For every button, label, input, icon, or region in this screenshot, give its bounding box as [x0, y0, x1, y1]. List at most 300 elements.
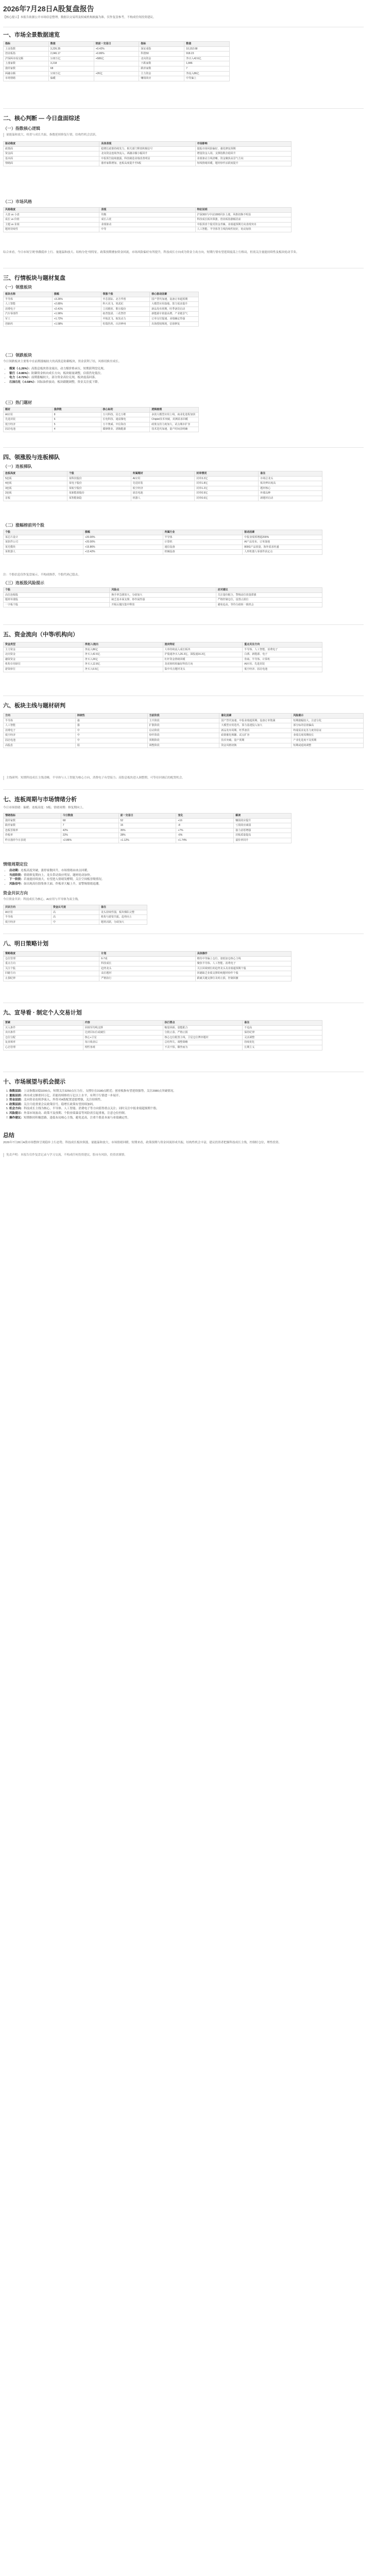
- trading-plan-table: [3, 1020, 322, 1050]
- table-cell: 题材核心: [259, 486, 322, 491]
- table-cell: 科大讯飞、寒武纪: [101, 302, 150, 307]
- list-item-label: 启动期：: [9, 869, 21, 872]
- table-cell: 主题 vs 业绩: [4, 222, 99, 227]
- table-cell: 中航沈飞、航发动力: [101, 316, 150, 321]
- table-row: [4, 540, 322, 545]
- table-cell: 中等: [99, 227, 195, 232]
- table-cell: [94, 66, 139, 71]
- section-heading-9: 九、宣导看 · 制定个人交易计划: [3, 1010, 82, 1016]
- column-header: 表现: [99, 208, 195, 213]
- table-cell: 部分标的估值偏高: [292, 723, 364, 728]
- list-item: [9, 380, 364, 385]
- intro-note: 【核心提示】本报告依据公开市场信息整理，数据以交易所及权威机构披露为准，仅作复盘参考，不构成任何投资建议。: [3, 16, 156, 19]
- table-cell: 订单交付提速，业绩确定性强: [150, 316, 199, 321]
- table-header-row: [4, 952, 292, 957]
- table-cell: 半导体: [4, 718, 76, 723]
- table-cell: 800G产品放量，海外需求旺盛: [243, 545, 322, 550]
- table-cell: 大模型应用迭代、算力基建投入加大: [219, 723, 292, 728]
- table-cell: 核心仓位配置主线，卫星仓位博弈题材: [163, 1035, 243, 1040]
- table-row: [4, 738, 364, 743]
- table-cell: 半导体: [4, 915, 52, 920]
- table-cell: +26亿: [94, 71, 139, 76]
- table-cell: 复盘频率: [4, 1040, 83, 1045]
- table-cell: +1.96%: [52, 312, 101, 317]
- table-cell: 增量资金入场，支撑指数企稳回升: [195, 151, 291, 157]
- table-cell: 板块辨识度高: [259, 481, 322, 486]
- table-row: [4, 733, 364, 738]
- column-header: 备注: [99, 905, 147, 910]
- table-row: [4, 307, 199, 312]
- column-header: 方向: [4, 714, 76, 719]
- table-cell: 北向资金: [139, 56, 184, 61]
- table-cell: 提振市场风险偏好，强化修复预期: [195, 146, 291, 151]
- column-header: 涨停数: [52, 408, 101, 413]
- table-cell: 跌停家数: [4, 823, 61, 828]
- list-item: [9, 1089, 364, 1094]
- list-item-label: 石油石化（-0.58%）：: [9, 380, 38, 384]
- column-header: 解读: [234, 814, 292, 819]
- outlook-list: [3, 1089, 364, 1120]
- table-cell: 多款大模型应用上线，商业化进程加快: [150, 412, 199, 417]
- list-item-text: 外部市场波动、政策不及预期、个股业绩暴雷等风险需引起重视，注意仓位控制。: [23, 1111, 128, 1115]
- table-cell: 券商、半导体、计算机: [243, 657, 322, 662]
- table-cell: 启动阶段: [147, 728, 219, 733]
- table-cell: 上证指数: [4, 46, 49, 52]
- table-row: [4, 56, 230, 61]
- table-cell: 3连板: [4, 486, 67, 491]
- table-cell: 技术突破、量产预期: [219, 738, 292, 743]
- table-cell: 创新药: [4, 321, 53, 327]
- table-cell: 68: [61, 818, 118, 823]
- column-header: 今日数值: [61, 814, 118, 819]
- table-cell: 人形机器人零部件获定点: [243, 550, 322, 555]
- table-cell: +20.00%: [83, 540, 163, 545]
- table-cell: 心态管理: [4, 1045, 83, 1050]
- table-cell: +1.74%: [176, 838, 234, 843]
- table-cell: 长期主义: [243, 1045, 322, 1050]
- table-cell: 沪股通净买入26.3亿，深股通16.3亿: [163, 652, 243, 657]
- list-item-label: 机会方向：: [9, 1107, 24, 1111]
- table-row: [4, 647, 322, 652]
- table-cell: 某电子股份: [67, 481, 131, 486]
- table-cell: 持续优化: [243, 1040, 322, 1045]
- column-header: 封单情况: [195, 471, 259, 477]
- table-cell: 新能源车销量高增，产业链景气: [150, 312, 199, 317]
- table-cell: 封单1.2亿: [195, 486, 259, 491]
- table-cell: 42%: [61, 828, 118, 833]
- table-cell: 北向资金: [4, 652, 83, 657]
- list-item: [9, 1111, 364, 1116]
- table-cell: 万丰奥威、中信海直: [101, 422, 150, 427]
- table-cell: 机构与游资共振，趋势向上: [99, 915, 147, 920]
- table-cell: 低空经济: [4, 422, 53, 427]
- mainline-table: [3, 713, 364, 748]
- table-cell: 28%: [118, 833, 176, 838]
- table-cell: +3.26%: [52, 297, 101, 302]
- table-row: [4, 422, 199, 427]
- table-cell: 关注量价配合，警惕高位放量滞涨: [216, 592, 322, 598]
- list-item-label: 银行（-0.86%）：: [9, 371, 31, 375]
- table-cell: +586亿: [94, 56, 139, 61]
- section-heading-1: 一、市场全景数据速览: [3, 32, 60, 38]
- table-cell: 中报预喜个股受资金青睐，业绩超预期方向表现突出: [195, 222, 291, 227]
- table-row: [4, 910, 147, 915]
- subheading: （一）连板梯队: [3, 464, 32, 469]
- table-row: [4, 961, 292, 967]
- list-item-text: 关注月底重要会议政策信号，稳增长政策有望持续加码。: [23, 1103, 96, 1106]
- list-item: [9, 869, 364, 873]
- divider: [3, 789, 364, 790]
- table-cell: 止损纪律: [4, 976, 99, 981]
- column-header: 共识方向: [4, 905, 52, 910]
- table-cell: 净买入6.5亿: [83, 667, 163, 672]
- list-item-label: 下一阶段：: [9, 878, 24, 882]
- subheading: （三）热门题材: [3, 400, 32, 405]
- table-row: [4, 598, 322, 603]
- subheading: （二）涨幅榜前列个股: [3, 523, 44, 528]
- column-header: 持续性: [75, 714, 147, 719]
- table-cell: +2.85%: [52, 302, 101, 307]
- column-header: 计划: [99, 952, 195, 957]
- table-row: [4, 1045, 322, 1050]
- table-cell: 汽车零部件: [4, 312, 53, 317]
- table-cell: +1.72%: [52, 316, 101, 321]
- column-header: 较前一交易日: [94, 42, 139, 47]
- table-header-row: [4, 471, 322, 477]
- section-heading-2: 二、核心判断 — 今日盘面综述: [3, 115, 80, 122]
- table-cell: 基本面: [4, 156, 99, 161]
- table-cell: 赚钱效应: [139, 76, 184, 81]
- table-cell: 3,218: [48, 61, 94, 66]
- column-header: 流向特征: [163, 642, 243, 648]
- table-cell: 理性客观: [83, 1045, 163, 1050]
- list-item: [9, 1098, 364, 1103]
- table-header-row: [4, 905, 147, 910]
- column-header: 变化: [176, 814, 234, 819]
- column-header: 备注: [243, 1021, 322, 1026]
- table-row: [4, 818, 292, 823]
- list-item-text: 国际油价波动，板块跟随调整，资金关注度下降。: [37, 380, 101, 384]
- table-cell: 稳增长政策持续发力，相关部门释放积极信号: [99, 146, 195, 151]
- table-cell: 维持中等偏上仓位，逢低加仓核心主线: [195, 956, 291, 961]
- table-cell: 情绪面: [4, 161, 99, 166]
- column-header: 风险点: [110, 588, 216, 593]
- table-cell: 仓位管理: [4, 956, 99, 961]
- table-cell: 新品发布预期，旺季备货启动: [150, 307, 199, 312]
- list-item-text: 短期维持积极思路，逢低布局核心主线，避免追高，注重个股基本面与业绩确定性。: [23, 1116, 130, 1120]
- table-cell: 沪深300与中证1000同步上涨，风格切换不明显: [195, 212, 291, 217]
- table-row: [4, 920, 147, 925]
- table-cell: +2.86%: [61, 838, 118, 843]
- column-header: 内容: [83, 1021, 163, 1026]
- column-header: 板块名称: [4, 292, 53, 297]
- table-cell: 恒瑞医药、百济神州: [101, 321, 150, 327]
- table-cell: 4: [52, 427, 101, 432]
- table-cell: 政策催化频繁、试点扩容: [219, 733, 292, 738]
- table-header-row: [4, 642, 322, 648]
- list-item-label: 指数层面：: [9, 1090, 24, 1093]
- table-cell: 封单0.9亿: [195, 491, 259, 496]
- table-row: [4, 657, 322, 662]
- table-cell: 消费电子: [4, 307, 53, 312]
- table-row: [4, 1025, 322, 1030]
- table-cell: 缺乏基本面支撑，炒作属性强: [110, 598, 216, 603]
- list-item-label: 电力（-0.72%）：: [9, 376, 31, 380]
- table-cell: 趋势龙头: [99, 966, 195, 971]
- table-row: [4, 161, 292, 166]
- table-row: [4, 412, 199, 417]
- table-cell: 赣锋锂业、清陶能源: [101, 427, 150, 432]
- table-cell: 大盘 vs 小盘: [4, 212, 99, 217]
- table-row: [4, 602, 322, 607]
- table-row: [4, 427, 199, 432]
- column-header: 驱动因素: [243, 530, 322, 535]
- table-row: [4, 1035, 322, 1040]
- column-header: 资金认可度: [52, 905, 99, 910]
- table-cell: 中: [75, 728, 147, 733]
- divider: [3, 108, 364, 109]
- table-cell: 调整阶段: [147, 743, 219, 748]
- table-cell: 5连板: [4, 476, 67, 481]
- table-cell: 固态电池: [4, 427, 53, 432]
- table-cell: 资金面: [4, 151, 99, 157]
- column-header: 具体表现: [99, 142, 195, 147]
- table-cell: 保持纪律: [243, 1030, 322, 1036]
- capital-flow-table: [3, 642, 322, 672]
- table-cell: 先进封装: [4, 417, 53, 422]
- table-cell: 高: [52, 910, 99, 915]
- table-cell: 万兴科技、昆仑万维: [101, 412, 150, 417]
- table-cell: 机械设备: [163, 550, 243, 555]
- table-cell: 35%: [118, 828, 176, 833]
- table-cell: 仓位分配: [4, 1035, 83, 1040]
- table-cell: 避免追高，等待分歧转一致机会: [216, 602, 322, 607]
- column-header: 指标: [4, 42, 49, 47]
- list-item: [9, 877, 364, 882]
- table-cell: 题材活跃，分歧加大: [99, 920, 147, 925]
- table-header-row: [4, 408, 199, 413]
- table-cell: 融资资金: [4, 657, 83, 662]
- table-row: [4, 535, 322, 540]
- table-cell: 机器人: [131, 496, 195, 501]
- subheading: （一）指数核心逻辑: [3, 126, 40, 131]
- table-row: [4, 828, 292, 833]
- divider: [3, 447, 364, 448]
- table-cell: 政策支持力度加大，试点城市扩容: [150, 422, 199, 427]
- table-cell: 半导体: [4, 297, 53, 302]
- list-item-text: 上证指数站稳3200点，短期关注3250点压力位，支撑位在3180点附近；创业板指有望延续强势，关注2080点突破情况。: [23, 1090, 176, 1093]
- table-cell: 人工智能、半导体等主线持续性较好，轮动加快: [195, 227, 291, 232]
- table-cell: 高股息: [4, 743, 76, 748]
- table-cell: 集中攻击题材龙头: [163, 667, 243, 672]
- table-cell: 涨停家数增加，连板高度提升至5板: [99, 161, 195, 166]
- table-row: [4, 823, 292, 828]
- table-cell: 消费电子: [4, 728, 76, 733]
- mainline-note: 主线研判：短期科技成长主线清晰，半导体与人工智能为核心方向，消费电子有望接力；高股息板块进入调整期，可等待回调后的配置机会。: [3, 776, 364, 780]
- table-cell: 中报业绩预增超200%: [243, 535, 322, 540]
- table-cell: 52: [118, 818, 176, 823]
- table-cell: 回调至均线支撑: [83, 1025, 163, 1030]
- table-cell: AI产品发布，订单落地: [243, 540, 322, 545]
- list-item-text: 如出现高位股集体大面、炸板率大幅上升，需警惕情绪退潮。: [23, 882, 102, 886]
- table-row: [4, 743, 364, 748]
- table-row: [4, 66, 230, 71]
- table-cell: 中: [75, 738, 147, 743]
- table-row: [4, 146, 292, 151]
- list-item-label: 量能层面：: [9, 1094, 24, 1097]
- section-heading-6: 六、板块主线与题材研判: [3, 703, 65, 709]
- table-cell: 下跌家数: [139, 61, 184, 66]
- strategy-table: [3, 951, 292, 981]
- table-row: [4, 723, 364, 728]
- table-cell: [94, 76, 139, 81]
- table-cell: 封单1.8亿: [195, 481, 259, 486]
- section-heading-10: 十、市场展望与机会提示: [3, 1079, 65, 1085]
- table-cell: 上涨家数: [4, 61, 49, 66]
- table-cell: 某芯片设计: [4, 535, 83, 540]
- column-header: 个股: [4, 588, 110, 593]
- table-cell: +15.86%: [83, 545, 163, 550]
- table-header-row: [4, 714, 364, 719]
- hot-topics-table: [3, 407, 199, 432]
- table-cell: 科创50: [139, 52, 184, 57]
- subheading: （一）领涨板块: [3, 285, 32, 290]
- table-cell: 昨日涨停今日表现: [4, 838, 61, 843]
- table-row: [4, 222, 292, 227]
- subheading-note: 量能温和放大，权重与成长共振，指数延续修复行情，结构性机会活跃。: [3, 133, 364, 137]
- table-cell: 某机器人: [4, 550, 83, 555]
- list-item-label: 当前阶段：: [9, 873, 24, 877]
- table-cell: 分批止盈、严格止损: [163, 1030, 243, 1036]
- summary-heading: 总结: [3, 1132, 14, 1139]
- table-cell: 中: [52, 920, 99, 925]
- table-cell: 换手率急剧放大，分歧加大: [110, 592, 216, 598]
- leading-sectors-table: [3, 292, 199, 327]
- list-item: [9, 1107, 364, 1111]
- table-cell: 短期涨幅较大，注意分化: [292, 718, 364, 723]
- table-cell: 短期或延续调整: [292, 743, 364, 748]
- table-row: [4, 545, 322, 550]
- table-cell: 新品发布周期、旺季备货: [219, 728, 292, 733]
- table-row: [4, 550, 322, 555]
- table-cell: 6: [52, 417, 101, 422]
- table-cell: 技术迭代加速，量产时间表明确: [150, 427, 199, 432]
- table-row: [4, 718, 364, 723]
- table-cell: +2.41%: [52, 307, 101, 312]
- table-row: [4, 321, 199, 327]
- table-cell: 市场总龙头: [259, 476, 322, 481]
- column-header: 驱动维度: [4, 142, 99, 147]
- subheading: 情绪周期定位: [3, 862, 28, 867]
- table-cell: 低空经济: [131, 486, 195, 491]
- table-cell: +0.86%: [94, 52, 139, 57]
- table-cell: 卖出条件: [4, 1030, 83, 1036]
- table-cell: 主力资金: [4, 647, 83, 652]
- table-cell: 国产替代加速，设备订单超预期: [150, 297, 199, 302]
- column-header: 执行要点: [163, 1021, 243, 1026]
- table-cell: 某光模块: [4, 545, 83, 550]
- cycle-list: [3, 869, 364, 886]
- column-header: 个股: [67, 471, 131, 477]
- column-header: 指标: [139, 42, 184, 47]
- table-row: [4, 481, 322, 486]
- table-cell: 拓普集团、三花智控: [101, 312, 150, 317]
- table-cell: 1,846: [184, 61, 230, 66]
- list-item-text: 两市成交额重回万亿，若能持续维持万亿以上水平，有利于行情进一步展开。: [23, 1094, 122, 1097]
- column-header: 数值: [184, 42, 230, 47]
- list-item-text: 高股息板块资金流出，动力煤价格承压，短期获利盘兑现。: [31, 367, 107, 370]
- table-cell: 封板质量提高: [234, 833, 292, 838]
- table-cell: 低空经济、固态电池: [243, 667, 322, 672]
- table-cell: 净买入26亿: [83, 657, 163, 662]
- table-cell: 低空经济: [4, 733, 76, 738]
- table-cell: 补涨品种: [259, 491, 322, 496]
- table-cell: 均衡: [99, 212, 195, 217]
- column-header: 所属题材: [131, 471, 195, 477]
- column-header: 当前阶段: [147, 714, 219, 719]
- table-cell: 中芯国际、北方华创: [101, 297, 150, 302]
- table-row: [4, 966, 292, 971]
- list-item-text: 北向资金连续净流入，外资对A股配置意愿增强，关注持续性。: [23, 1098, 104, 1102]
- table-header-row: [4, 42, 230, 47]
- table-row: [4, 46, 230, 52]
- table-cell: 出海授权频现，估值修复: [150, 321, 199, 327]
- table-cell: 北向资金连续净流入，两融余额小幅回升: [99, 151, 195, 157]
- table-cell: 强: [75, 718, 147, 723]
- table-cell: 净买入12.8亿: [83, 662, 163, 667]
- table-cell: 68: [48, 66, 94, 71]
- column-header: 应对建议: [216, 588, 322, 593]
- table-cell: 严格执行: [99, 976, 195, 981]
- table-cell: 不贪不惧，顺势而为: [163, 1045, 243, 1050]
- table-cell: +20.00%: [83, 535, 163, 540]
- table-cell: 业绩驱动: [99, 222, 195, 227]
- disclaimer: 免责声明：本报告仅作复盘记录与学习交流，不构成任何投资建议。股市有风险，投资需谨慎。: [3, 1153, 364, 1157]
- table-cell: 科技成长: [99, 961, 195, 967]
- table-row: [4, 838, 292, 843]
- column-header: 风格维度: [4, 208, 99, 213]
- table-cell: 封单3.2亿: [195, 476, 259, 481]
- table-cell: 计算机: [163, 540, 243, 545]
- table-cell: 聚焦半导体、人工智能、消费电子: [195, 961, 291, 967]
- table-row: [4, 662, 322, 667]
- table-cell: 科技成长板块领涨，创业板指涨幅居前: [195, 217, 291, 223]
- table-cell: 白酒、新能源、电子: [243, 652, 322, 657]
- table-cell: 业绩兑现周期较长: [292, 733, 364, 738]
- table-cell: 重点方向: [4, 961, 99, 967]
- table-cell: 回避方向: [4, 971, 99, 976]
- table-row: [4, 1040, 322, 1045]
- table-cell: 7: [61, 823, 118, 828]
- table-cell: 22%: [61, 833, 118, 838]
- column-header: 涨幅: [52, 292, 101, 297]
- table-cell: 强: [75, 723, 147, 728]
- column-header: 连板高度: [4, 471, 67, 477]
- table-cell: 跌破关键支撑位及时止损，控制回撤: [195, 976, 291, 981]
- list-item-label: 风险信号：: [9, 882, 24, 886]
- table-cell: 立讯精密、歌尔股份: [101, 307, 150, 312]
- table-cell: 关注个股: [4, 966, 99, 971]
- table-cell: 炒作阶段: [147, 733, 219, 738]
- table-header-row: [4, 814, 292, 819]
- table-cell: 深证成指: [139, 46, 184, 52]
- table-cell: AI应用: [4, 910, 52, 915]
- table-cell: 两融余额: [4, 71, 49, 76]
- table-cell: [94, 61, 139, 66]
- subheading-note: 今日领跌板块主要集中在前期涨幅较大的高股息防御板块，资金获利了结，风格切换至成长。: [3, 360, 122, 363]
- column-header: 领涨个股: [101, 292, 150, 297]
- table-cell: 军工: [4, 316, 53, 321]
